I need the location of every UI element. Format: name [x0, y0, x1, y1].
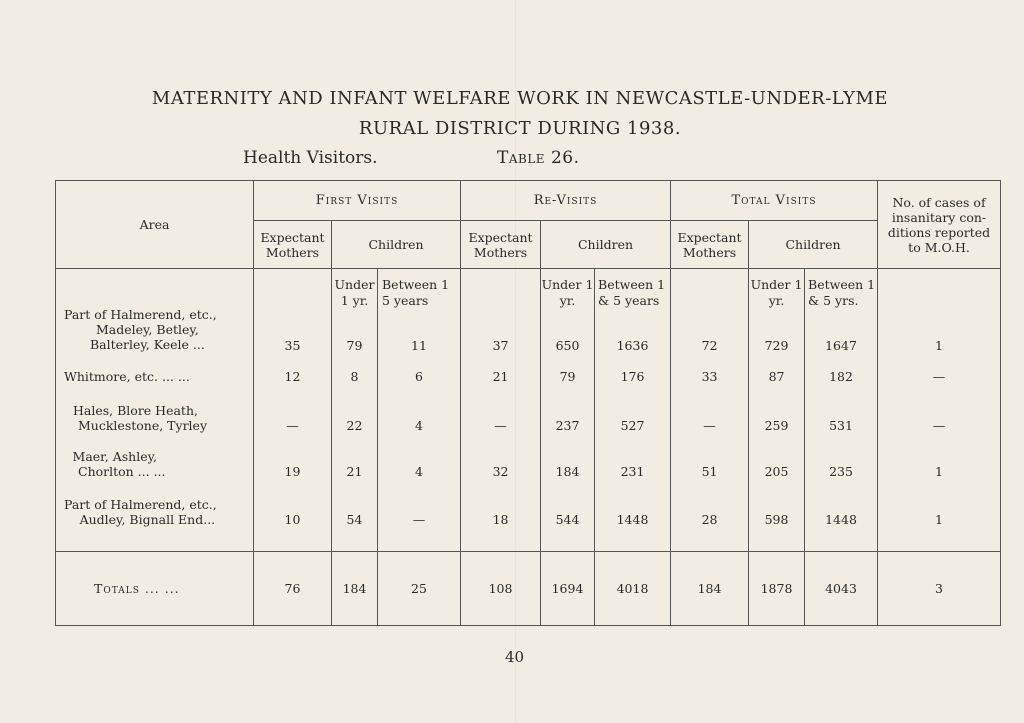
cell-value: 79	[559, 369, 576, 384]
area-entry-4	[64, 449, 166, 479]
header-first-visits: First Visits	[254, 181, 461, 221]
totals-value: 25	[378, 552, 461, 626]
cell-value: 37	[492, 338, 509, 353]
cell-value: 72	[701, 338, 718, 353]
col-re-expectant	[461, 269, 541, 552]
area-text: Maer, Ashley,	[72, 449, 157, 464]
header-re-visits: Re-Visits	[461, 181, 671, 221]
totals-value: 108	[461, 552, 541, 626]
col-total-under-1	[749, 269, 805, 552]
totals-value: 1878	[749, 552, 805, 626]
header-total-between-1-5: Between 1 & 5 yrs.	[808, 277, 876, 308]
cell-value: 11	[411, 338, 427, 353]
totals-label: Totals ... ...	[56, 552, 254, 626]
cell-value: 33	[701, 369, 718, 384]
cell-value: 1	[935, 464, 943, 479]
header-re-under-1: Under 1 yr.	[541, 277, 594, 308]
totals-row	[56, 552, 1001, 626]
cell-value: 19	[284, 464, 301, 479]
cell-value: 598	[764, 512, 789, 527]
totals-value: 184	[332, 552, 378, 626]
subtitle-table-number: Table 26.	[497, 148, 580, 168]
col-re-under-1	[541, 269, 595, 552]
area-text: Balterley, Keele ...	[89, 337, 205, 352]
area-text: Whitmore, etc. ... ...	[64, 369, 190, 384]
col-first-between-1-5	[378, 269, 461, 552]
area-text: Madeley, Betley,	[95, 322, 199, 337]
totals-value: 4043	[805, 552, 878, 626]
cell-value: 21	[492, 369, 509, 384]
cell-value: 1	[935, 512, 943, 527]
totals-value: 3	[878, 552, 1001, 626]
document-title-line-2: RURAL DISTRICT DURING 1938.	[358, 118, 682, 139]
table-body-row	[56, 269, 1001, 552]
col-total-between-1-5	[805, 269, 878, 552]
totals-value: 1694	[541, 552, 595, 626]
welfare-table	[55, 180, 1001, 626]
document-title-line-1: MATERNITY AND INFANT WELFARE WORK IN NEWCASTLE-UNDER-LYME	[151, 88, 889, 109]
totals-value: 184	[671, 552, 749, 626]
cell-value: —	[932, 369, 946, 384]
cell-value: 1	[935, 338, 943, 353]
area-entry-5	[64, 497, 217, 527]
cell-value: 22	[346, 418, 363, 433]
header-first-between-1-5: Between 1 5 years	[382, 277, 450, 308]
cell-value: —	[286, 418, 299, 433]
cell-value: 32	[492, 464, 509, 479]
cell-value: —	[932, 418, 946, 433]
area-entry-2	[64, 369, 190, 384]
header-total-children: Children	[749, 221, 878, 269]
area-text: Part of Halmerend, etc.,	[64, 497, 217, 512]
cell-value: 237	[555, 418, 580, 433]
header-re-expectant-mothers: Expectant Mothers	[461, 221, 541, 269]
cell-value: —	[494, 418, 507, 433]
cell-value: —	[703, 418, 716, 433]
cell-value: 1647	[825, 338, 857, 353]
area-text: Chorlton ... ...	[78, 464, 166, 479]
totals-value: 4018	[595, 552, 671, 626]
cell-value: 4	[415, 418, 423, 433]
header-insanitary-cases: No. of cases of insanitary con-ditions reported to M.O.H.	[878, 181, 1001, 269]
cell-value: 650	[555, 338, 580, 353]
cell-value: 35	[284, 338, 301, 353]
cell-value: 4	[415, 464, 423, 479]
subtitle-health-visitors: Health Visitors.	[243, 148, 378, 168]
cell-value: 8	[350, 369, 359, 384]
cell-value: 1636	[616, 338, 649, 353]
area-entry-3	[64, 403, 207, 433]
area-text: Audley, Bignall End...	[79, 512, 216, 527]
cell-value: 54	[346, 512, 363, 527]
table-container	[55, 180, 1000, 625]
header-first-expectant-mothers: Expectant Mothers	[254, 221, 332, 269]
cell-value: —	[412, 512, 426, 527]
cell-value: 231	[620, 464, 645, 479]
col-total-expectant	[671, 269, 749, 552]
header-first-under-1: Under 1 yr.	[334, 277, 375, 308]
cell-value: 729	[764, 338, 789, 353]
area-text: Mucklestone, Tyrley	[78, 418, 208, 433]
cell-value: 6	[415, 369, 423, 384]
header-re-children: Children	[541, 221, 671, 269]
col-first-under-1	[332, 269, 378, 552]
area-entry-1	[64, 307, 217, 352]
col-re-between-1-5	[595, 269, 671, 552]
area-text: Part of Halmerend, etc.,	[64, 307, 217, 322]
area-column	[56, 269, 254, 552]
cell-value: 176	[620, 369, 645, 384]
cell-value: 527	[620, 418, 645, 433]
cell-value: 21	[346, 464, 363, 479]
cell-value: 28	[701, 512, 718, 527]
header-first-children: Children	[332, 221, 461, 269]
header-area: Area	[56, 181, 254, 269]
col-insanitary	[878, 269, 1001, 552]
header-re-between-1-5: Between 1 & 5 years	[598, 277, 666, 308]
page-number: 40	[505, 648, 525, 666]
cell-value: 10	[284, 512, 301, 527]
header-total-under-1: Under 1 yr.	[750, 277, 803, 308]
cell-value: 51	[701, 464, 718, 479]
col-first-expectant	[254, 269, 332, 552]
totals-value: 76	[254, 552, 332, 626]
cell-value: 79	[346, 338, 363, 353]
cell-value: 259	[764, 418, 789, 433]
cell-value: 531	[829, 418, 853, 433]
area-text: Hales, Blore Heath,	[73, 403, 198, 418]
header-row-groups	[56, 181, 1001, 221]
cell-value: 184	[555, 464, 580, 479]
cell-value: 12	[284, 369, 301, 384]
cell-value: 87	[768, 369, 785, 384]
cell-value: 1448	[825, 512, 857, 527]
header-total-expectant-mothers: Expectant Mothers	[671, 221, 749, 269]
cell-value: 235	[829, 464, 853, 479]
header-total-visits: Total Visits	[671, 181, 878, 221]
cell-value: 182	[829, 369, 853, 384]
cell-value: 205	[764, 464, 789, 479]
cell-value: 18	[492, 512, 509, 527]
cell-value: 544	[555, 512, 580, 527]
cell-value: 1448	[616, 512, 649, 527]
